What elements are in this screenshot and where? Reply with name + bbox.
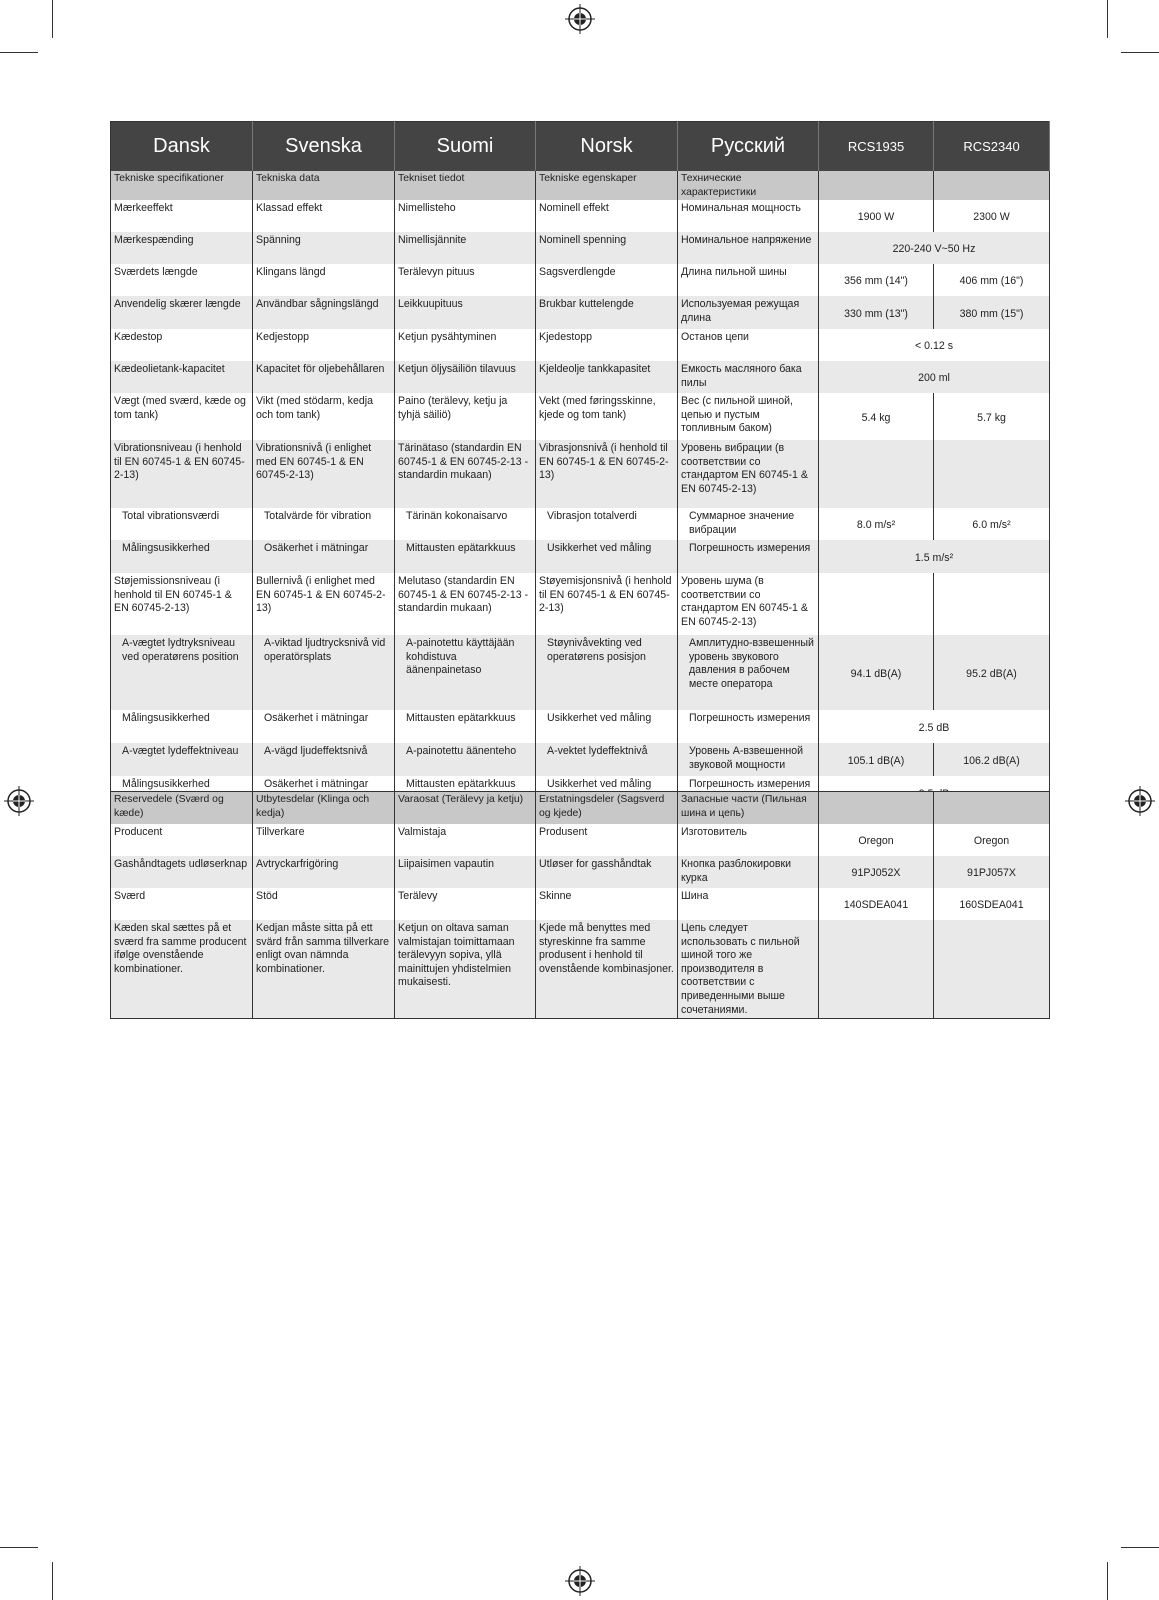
spec-cell: Уровень вибрации (в соответствии со стандартом EN 60745-1 & EN 60745-2-13): [678, 440, 819, 508]
spec-value: 106.2 dB(A): [934, 743, 1050, 776]
spec-cell: Mærkespænding: [111, 232, 253, 264]
parts-cell: Изготовитель: [678, 824, 819, 856]
spec-value-merged: 200 ml: [819, 361, 1050, 393]
spec-cell: Mittausten epätarkkuus: [395, 776, 536, 810]
parts-table: [110, 791, 1050, 1019]
parts-value: [934, 792, 1050, 825]
parts-value: [819, 792, 934, 825]
parts-row: [111, 888, 1050, 920]
parts-cell: Шина: [678, 888, 819, 920]
parts-row: [111, 856, 1050, 888]
spec-cell: Spänning: [253, 232, 395, 264]
parts-value: Oregon: [934, 824, 1050, 856]
parts-value: [819, 920, 934, 1019]
parts-cell: Tillverkare: [253, 824, 395, 856]
spec-cell: Totalvärde för vibration: [253, 508, 395, 540]
spec-cell: Kjeldeolje tankkapasitet: [536, 361, 678, 393]
spec-cell: Технические характеристики: [678, 171, 819, 200]
spec-cell: Total vibrationsværdi: [111, 508, 253, 540]
spec-value-merged: 2.5 dB: [819, 710, 1050, 743]
spec-cell: Погрешность измерения: [678, 776, 819, 810]
spec-cell: Vikt (med stödarm, kedja och tom tank): [253, 393, 395, 440]
spec-value-merged: 1.5 m/s²: [819, 540, 1050, 573]
spec-value: [819, 440, 934, 508]
spec-cell: Bullernivå (i enlighet med EN 60745-1 & EN 60745-2-13): [253, 573, 395, 635]
spec-cell: Kædeolietank-kapacitet: [111, 361, 253, 393]
parts-cell: Utbytesdelar (Klinga och kedja): [253, 792, 395, 825]
spec-cell: Tekniske egenskaper: [536, 171, 678, 200]
header-lang: Dansk: [111, 122, 253, 172]
spec-cell: Длина пильной шины: [678, 264, 819, 296]
spec-cell: Brukbar kuttelengde: [536, 296, 678, 329]
spec-cell: Погрешность измерения: [678, 540, 819, 573]
spec-cell: Melutaso (standardin EN 60745-1 & EN 60745-2-13 -standardin mukaan): [395, 573, 536, 635]
spec-cell: Vibrationsnivå (i enlighet med EN 60745-1 & EN 60745-2-13): [253, 440, 395, 508]
parts-cell: Kæden skal sættes på et sværd fra samme producent ifølge ovenstående kombinationer.: [111, 920, 253, 1019]
spec-cell: Målingsusikkerhed: [111, 776, 253, 810]
spec-cell: Амплитудно-взвешенный уровень звукового давления в рабочем месте оператора: [678, 635, 819, 710]
spec-cell: Kjedestopp: [536, 329, 678, 361]
parts-value: 91PJ057X: [934, 856, 1050, 888]
spec-value: 380 mm (15"): [934, 296, 1050, 329]
spec-cell: Mærkeeffekt: [111, 200, 253, 232]
spec-value: 356 mm (14"): [819, 264, 934, 296]
spec-cell: Usikkerhet ved måling: [536, 710, 678, 743]
parts-row: [111, 824, 1050, 856]
spec-row: [111, 329, 1050, 361]
parts-row: [111, 920, 1050, 1019]
spec-cell: A-viktad ljudtrycksnivå vid operatörsplats: [253, 635, 395, 710]
crop-mark: [0, 1547, 38, 1548]
parts-cell: Skinne: [536, 888, 678, 920]
spec-cell: Sværdets længde: [111, 264, 253, 296]
spec-cell: Kædestop: [111, 329, 253, 361]
header-lang: Norsk: [536, 122, 678, 172]
spec-cell: A-vektet lydeffektnivå: [536, 743, 678, 776]
spec-value: [819, 573, 934, 635]
spec-cell: Anvendelig skærer længde: [111, 296, 253, 329]
spec-cell: Tekniska data: [253, 171, 395, 200]
parts-cell: Terälevy: [395, 888, 536, 920]
spec-cell: Ketjun öljysäiliön tilavuus: [395, 361, 536, 393]
spec-cell: A-vægtet lydtryksniveau ved operatørens position: [111, 635, 253, 710]
spec-cell: Vekt (med føringsskinne, kjede og tom tank): [536, 393, 678, 440]
spec-cell: Tärinätaso (standardin EN 60745-1 & EN 60745-2-13 -standardin mukaan): [395, 440, 536, 508]
spec-cell: Tärinän kokonaisarvo: [395, 508, 536, 540]
parts-value: 160SDEA041: [934, 888, 1050, 920]
spec-cell: A-painotettu äänenteho: [395, 743, 536, 776]
spec-cell: Støyemisjonsnivå (i henhold til EN 60745-1 & EN 60745-2-13): [536, 573, 678, 635]
spec-value: [934, 573, 1050, 635]
parts-cell: Liipaisimen vapautin: [395, 856, 536, 888]
spec-row: [111, 232, 1050, 264]
spec-cell: Nimellisteho: [395, 200, 536, 232]
spec-cell: Mittausten epätarkkuus: [395, 710, 536, 743]
crop-mark: [1121, 52, 1159, 53]
parts-cell: Kedjan måste sitta på ett svärd från samma tillverkare enligt ovan nämnda kombinationer.: [253, 920, 395, 1019]
spec-cell: Tekniset tiedot: [395, 171, 536, 200]
spec-cell: Vibrationsniveau (i henhold til EN 60745-1 & EN 60745-2-13): [111, 440, 253, 508]
registration-mark-icon: [565, 1566, 595, 1596]
spec-cell: Kapacitet för oljebehållaren: [253, 361, 395, 393]
spec-cell: Kedjestopp: [253, 329, 395, 361]
spec-cell: Вес (с пильной шиной, цепью и пустым топливным баком): [678, 393, 819, 440]
registration-mark-icon: [565, 4, 595, 34]
crop-mark: [1107, 1562, 1108, 1600]
spec-row: [111, 440, 1050, 508]
spec-cell: Användbar sågningslängd: [253, 296, 395, 329]
spec-cell: Останов цепи: [678, 329, 819, 361]
spec-cell: Paino (terälevy, ketju ja tyhjä säiliö): [395, 393, 536, 440]
spec-cell: Tekniske specifikationer: [111, 171, 253, 200]
parts-cell: Kjede må benyttes med styreskinne fra samme produsent i henhold til ovenstående kombinasjoner.: [536, 920, 678, 1019]
spec-cell: Sagsverdlengde: [536, 264, 678, 296]
parts-cell: Кнопка разблокировки курка: [678, 856, 819, 888]
parts-cell: Avtryckarfrigöring: [253, 856, 395, 888]
parts-cell: Gashåndtagets udløserknap: [111, 856, 253, 888]
parts-cell: Varaosat (Terälevy ja ketju): [395, 792, 536, 825]
registration-mark-icon: [4, 786, 34, 816]
spec-cell: Osäkerhet i mätningar: [253, 776, 395, 810]
spec-cell: Суммарное значение вибрации: [678, 508, 819, 540]
spec-cell: Støynivåvekting ved operatørens posisjon: [536, 635, 678, 710]
parts-cell: Reservedele (Sværd og kæde): [111, 792, 253, 825]
spec-row: [111, 540, 1050, 573]
header-row: [111, 122, 1050, 172]
parts-cell: Produsent: [536, 824, 678, 856]
spec-cell: Номинальная мощность: [678, 200, 819, 232]
spec-row: [111, 264, 1050, 296]
spec-row: [111, 635, 1050, 710]
crop-mark: [1121, 1547, 1159, 1548]
spec-cell: Leikkuupituus: [395, 296, 536, 329]
header-lang: Русский: [678, 122, 819, 172]
spec-cell: Vibrasjonsnivå (i henhold til EN 60745-1 & EN 60745-2-13): [536, 440, 678, 508]
spec-value: 94.1 dB(A): [819, 635, 934, 710]
header-lang: Svenska: [253, 122, 395, 172]
parts-cell: Цепь следует использовать с пильной шиной того же производителя в соответствии с приведенными выше сочетаниями.: [678, 920, 819, 1019]
parts-row: [111, 792, 1050, 825]
spec-row: [111, 200, 1050, 232]
spec-cell: Terälevyn pituus: [395, 264, 536, 296]
parts-value: 140SDEA041: [819, 888, 934, 920]
spec-value: 5.7 kg: [934, 393, 1050, 440]
spec-cell: Ketjun pysähtyminen: [395, 329, 536, 361]
spec-cell: Mittausten epätarkkuus: [395, 540, 536, 573]
parts-cell: Sværd: [111, 888, 253, 920]
spec-cell: Номинальное напряжение: [678, 232, 819, 264]
parts-value: 91PJ052X: [819, 856, 934, 888]
parts-cell: Запасные части (Пильная шина и цепь): [678, 792, 819, 825]
spec-row: [111, 743, 1050, 776]
spec-cell: Usikkerhet ved måling: [536, 776, 678, 810]
spec-table: [110, 121, 1050, 810]
spec-value: [934, 171, 1050, 200]
spec-row: [111, 361, 1050, 393]
parts-cell: Erstatningsdeler (Sagsverd og kjede): [536, 792, 678, 825]
spec-cell: A-painotettu käyttäjään kohdistuva äänenpainetaso: [395, 635, 536, 710]
header-lang: Suomi: [395, 122, 536, 172]
spec-value: 8.0 m/s²: [819, 508, 934, 540]
spec-cell: Vibrasjon totalverdi: [536, 508, 678, 540]
spec-value: 406 mm (16"): [934, 264, 1050, 296]
spec-cell: A-vægtet lydeffektniveau: [111, 743, 253, 776]
spec-cell: Погрешность измерения: [678, 710, 819, 743]
crop-mark: [1107, 0, 1108, 38]
spec-cell: Målingsusikkerhed: [111, 540, 253, 573]
spec-cell: Målingsusikkerhed: [111, 710, 253, 743]
parts-value: [934, 920, 1050, 1019]
header-model: RCS1935: [819, 122, 934, 172]
spec-value: 95.2 dB(A): [934, 635, 1050, 710]
parts-cell: Valmistaja: [395, 824, 536, 856]
spec-cell: A-vägd ljudeffektsnivå: [253, 743, 395, 776]
spec-cell: Nimellisjännite: [395, 232, 536, 264]
crop-mark: [52, 0, 53, 38]
spec-cell: Usikkerhet ved måling: [536, 540, 678, 573]
spec-value: 2300 W: [934, 200, 1050, 232]
header-model: RCS2340: [934, 122, 1050, 172]
spec-value: 6.0 m/s²: [934, 508, 1050, 540]
spec-cell: Vægt (med sværd, kæde og tom tank): [111, 393, 253, 440]
spec-cell: Используемая режущая длина: [678, 296, 819, 329]
parts-cell: Ketjun on oltava saman valmistajan toimittamaan terälevyyn sopiva, yllä mainittujen yhdistelmien mukaisesti.: [395, 920, 536, 1019]
spec-value: 5.4 kg: [819, 393, 934, 440]
spec-cell: Klassad effekt: [253, 200, 395, 232]
spec-row: [111, 393, 1050, 440]
spec-value: 1900 W: [819, 200, 934, 232]
spec-cell: Емкость масляного бака пилы: [678, 361, 819, 393]
crop-mark: [52, 1562, 53, 1600]
parts-cell: Stöd: [253, 888, 395, 920]
spec-row: [111, 573, 1050, 635]
spec-value-merged: 220-240 V~50 Hz: [819, 232, 1050, 264]
spec-cell: Osäkerhet i mätningar: [253, 710, 395, 743]
spec-row: [111, 508, 1050, 540]
spec-cell: Osäkerhet i mätningar: [253, 540, 395, 573]
registration-mark-icon: [1125, 786, 1155, 816]
spec-value: 330 mm (13"): [819, 296, 934, 329]
spec-cell: Уровень шума (в соответствии со стандартом EN 60745-1 & EN 60745-2-13): [678, 573, 819, 635]
spec-row: [111, 710, 1050, 743]
parts-cell: Utløser for gasshåndtak: [536, 856, 678, 888]
spec-row: [111, 171, 1050, 200]
crop-mark: [0, 52, 38, 53]
parts-value: Oregon: [819, 824, 934, 856]
spec-row: [111, 296, 1050, 329]
spec-value: [934, 440, 1050, 508]
spec-cell: Уровень A-взвешенной звуковой мощности: [678, 743, 819, 776]
parts-cell: Producent: [111, 824, 253, 856]
spec-value-merged: < 0.12 s: [819, 329, 1050, 361]
spec-value: 105.1 dB(A): [819, 743, 934, 776]
spec-cell: Nominell spenning: [536, 232, 678, 264]
spec-cell: Klingans längd: [253, 264, 395, 296]
spec-cell: Nominell effekt: [536, 200, 678, 232]
spec-value: [819, 171, 934, 200]
spec-cell: Støjemissionsniveau (i henhold til EN 60745-1 & EN 60745-2-13): [111, 573, 253, 635]
